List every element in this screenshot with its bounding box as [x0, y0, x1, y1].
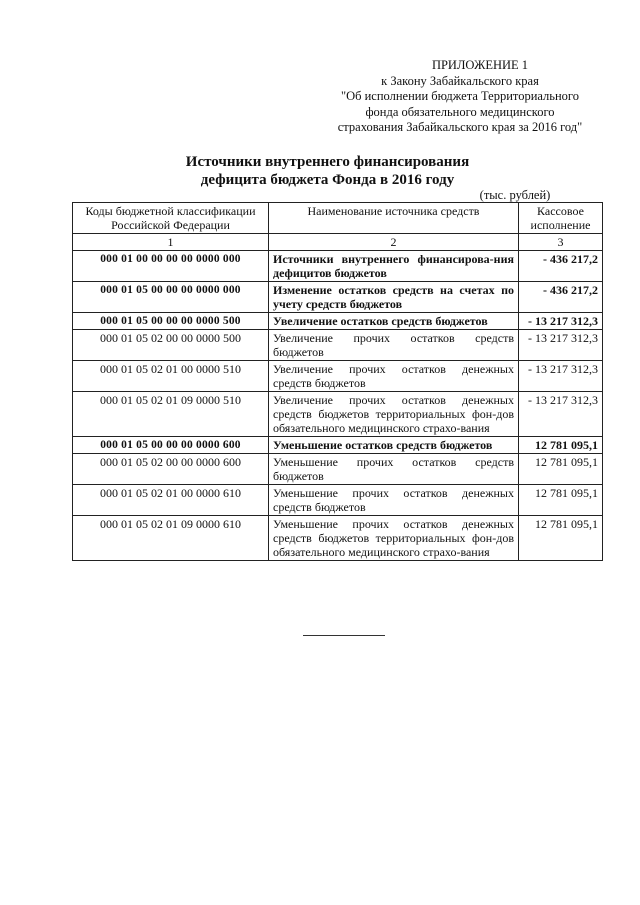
table-row: [73, 454, 603, 485]
row-value: - 13 217 312,3: [519, 330, 603, 361]
table-row: [73, 251, 603, 282]
financing-sources-table: [72, 202, 603, 561]
row-name: Уменьшение прочих остатков денежных средств бюджетов территориальных фон-дов обязательного медицинского страхо-вания: [269, 516, 519, 561]
row-name: Источники внутреннего финансирова-ния дефицитов бюджетов: [269, 251, 519, 282]
row-name: Увеличение прочих остатков средств бюджетов: [269, 330, 519, 361]
table-row: [73, 330, 603, 361]
table-row: [73, 485, 603, 516]
title-line-1: Источники внутреннего финансирования: [185, 154, 470, 170]
column-number: 1: [73, 234, 269, 251]
table-row: [73, 282, 603, 313]
row-code: 000 01 05 02 01 09 0000 610: [73, 516, 269, 561]
row-code: 000 01 05 02 01 09 0000 510: [73, 392, 269, 437]
row-value: - 13 217 312,3: [519, 313, 603, 330]
table-row: [73, 392, 603, 437]
table-header-row: [73, 203, 603, 234]
row-code: 000 01 00 00 00 00 0000 000: [73, 251, 269, 282]
units-label: (тыс. рублей): [479, 188, 551, 202]
row-value: - 13 217 312,3: [519, 361, 603, 392]
column-number-row: [73, 234, 603, 251]
row-value: 12 781 095,1: [519, 437, 603, 454]
table-row: [73, 361, 603, 392]
row-name: Увеличение прочих остатков денежных средств бюджетов: [269, 361, 519, 392]
annex-header: [330, 58, 590, 136]
table-row: [73, 516, 603, 561]
row-name: Увеличение остатков средств бюджетов: [269, 313, 519, 330]
row-name: Увеличение прочих остатков денежных средств бюджетов территориальных фон-дов обязательного медицинского страхо-вания: [269, 392, 519, 437]
row-value: 12 781 095,1: [519, 485, 603, 516]
table-row: [73, 313, 603, 330]
row-code: 000 01 05 02 00 00 0000 600: [73, 454, 269, 485]
document-title: [140, 153, 515, 189]
row-code: 000 01 05 00 00 00 0000 000: [73, 282, 269, 313]
row-name: Уменьшение прочих остатков средств бюджетов: [269, 454, 519, 485]
annex-line: к Закону Забайкальского края: [381, 73, 539, 88]
row-name: Уменьшение прочих остатков денежных средств бюджетов: [269, 485, 519, 516]
column-number: 3: [519, 234, 603, 251]
table-row: [73, 437, 603, 454]
row-value: - 436 217,2: [519, 282, 603, 313]
title-line-2: дефицита бюджета Фонда в 2016 году: [200, 172, 455, 188]
row-value: - 436 217,2: [519, 251, 603, 282]
row-code: 000 01 05 00 00 00 0000 500: [73, 313, 269, 330]
row-code: 000 01 05 02 00 00 0000 500: [73, 330, 269, 361]
row-name: Изменение остатков средств на счетах по учету средств бюджетов: [269, 282, 519, 313]
annex-line: страхования Забайкальского края за 2016 год": [337, 120, 583, 134]
row-code: 000 01 05 02 01 00 0000 510: [73, 361, 269, 392]
annex-line: "Об исполнении бюджета Территориального: [340, 89, 579, 103]
row-value: 12 781 095,1: [519, 454, 603, 485]
header-value: Кассовое исполнение: [519, 203, 603, 234]
row-value: - 13 217 312,3: [519, 392, 603, 437]
closing-line: [303, 635, 385, 636]
annex-line: ПРИЛОЖЕНИЕ 1: [431, 58, 529, 72]
row-name: Уменьшение остатков средств бюджетов: [269, 437, 519, 454]
row-code: 000 01 05 00 00 00 0000 600: [73, 437, 269, 454]
column-number: 2: [269, 234, 519, 251]
header-code: Коды бюджетной классификации Российской Федерации: [73, 203, 269, 234]
annex-line: фонда обязательного медицинского: [365, 104, 555, 119]
row-value: 12 781 095,1: [519, 516, 603, 561]
row-code: 000 01 05 02 01 00 0000 610: [73, 485, 269, 516]
header-name: Наименование источника средств: [269, 203, 519, 234]
